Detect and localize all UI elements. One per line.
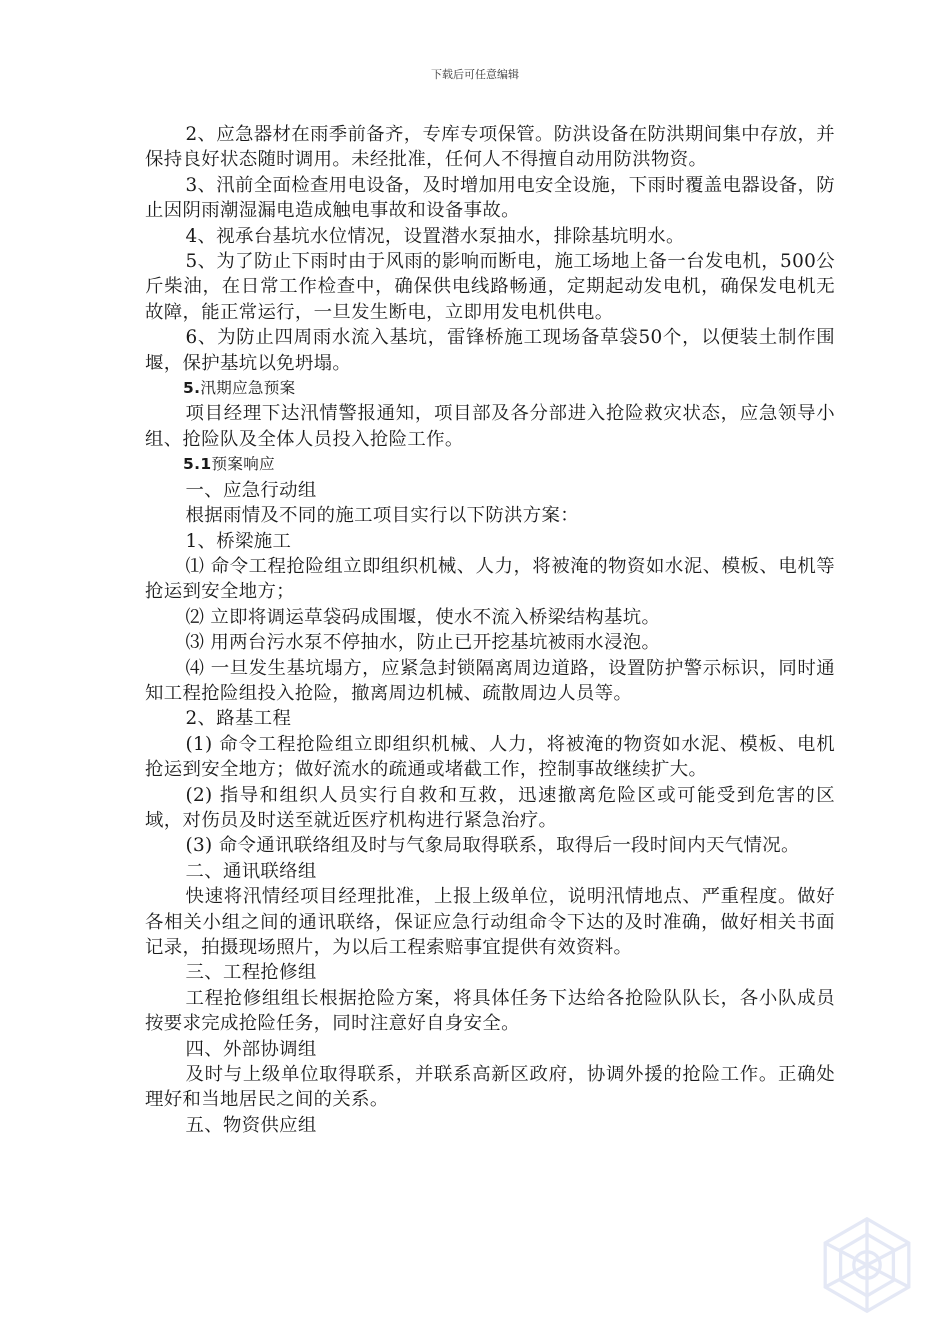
list-item: ⑷ 一旦发生基坑塌方，应紧急封锁隔离周边道路，设置防护警示标识，同时通知工程抢险组投入抢险，撤离周边机械、疏散周边人员等。 (145, 657, 835, 704)
subheading: 1、桥梁施工 (185, 530, 292, 552)
section-number: 5.1 (183, 455, 212, 474)
subheading: 一、应急行动组 (185, 479, 317, 501)
section-title: 预案响应 (211, 455, 275, 474)
document-body (145, 122, 835, 1138)
list-item: (3) 命令通讯联络组及时与气象局取得联系，取得后一段时间内天气情况。 (185, 835, 800, 857)
section-title: 汛期应急预案 (200, 379, 296, 398)
paragraph: 5、为了防止下雨时由于风雨的影响而断电，施工场地上备一台发电机，500公斤柴油，在日常工作检查中，确保供电线路畅通，定期起动发电机，确保发电机无故障，能正常运行，一旦发生断电，立即用发电机供电。 (145, 251, 835, 323)
paragraph: 项目经理下达汛情警报通知，项目部及各分部进入抢险救灾状态，应急领导小组、抢险队及全体人员投入抢险工作。 (145, 403, 835, 450)
subheading: 五、物资供应组 (185, 1114, 317, 1136)
list-item: ⑶ 用两台污水泵不停抽水，防止已开挖基坑被雨水浸泡。 (185, 632, 661, 654)
list-item: (1) 命令工程抢险组立即组织机械、人力，将被淹的物资如水泥、模板、电机抢运到安全地方；做好流水的疏通或堵截工作，控制事故继续扩大。 (145, 733, 835, 781)
section-heading (145, 452, 835, 477)
list-item: (2) 指导和组织人员实行自救和互救，迅速撤离危险区或可能受到危害的区域，对伤员及时送至就近医疗机构进行紧急治疗。 (145, 784, 835, 831)
paragraph: 快速将汛情经项目经理批准，上报上级单位，说明汛情地点、严重程度。做好各相关小组之间的通讯联络，保证应急行动组命令下达的及时准确，做好相关书面记录，拍摄现场照片，为以后工程索赔事宜提供有效资料。 (145, 886, 835, 958)
page-header-note: 下载后可任意编辑 (431, 68, 519, 81)
subheading: 三、工程抢修组 (185, 962, 317, 984)
list-item: ⑴ 命令工程抢险组立即组织机械、人力，将被淹的物资如水泥、模板、电机等抢运到安全地方； (145, 555, 835, 603)
paragraph: 4、视承台基坑水位情况，设置潜水泵抽水，排除基坑明水。 (185, 225, 685, 247)
section-heading (145, 376, 835, 401)
paragraph: 根据雨情及不同的施工项目实行以下防洪方案： (185, 505, 580, 527)
list-item: ⑵ 立即将调运草袋码成围堰，使水不流入桥梁结构基坑。 (185, 606, 661, 628)
paragraph: 6、为防止四周雨水流入基坑，雷锋桥施工现场备草袋50个，以便装土制作围堰，保护基坑以免坍塌。 (145, 327, 835, 374)
paragraph: 工程抢修组组长根据抢险方案，将具体任务下达给各抢险队队长，各小队成员按要求完成抢险任务，同时注意好自身安全。 (145, 987, 835, 1035)
subheading: 二、通讯联络组 (185, 860, 317, 882)
subheading: 四、外部协调组 (185, 1038, 317, 1060)
snowflake-watermark-icon (812, 1210, 922, 1320)
paragraph: 3、汛前全面检查用电设备，及时增加用电安全设施，下雨时覆盖电器设备，防止因阴雨潮湿漏电造成触电事故和设备事故。 (145, 174, 835, 222)
paragraph: 及时与上级单位取得联系，并联系高新区政府，协调外援的抢险工作。正确处理好和当地居民之间的关系。 (145, 1064, 835, 1111)
paragraph: 2、应急器材在雨季前备齐，专库专项保管。防洪设备在防洪期间集中存放，并保持良好状态随时调用。未经批准，任何人不得擅自动用防洪物资。 (145, 124, 835, 171)
section-number: 5. (183, 379, 201, 398)
subheading: 2、路基工程 (185, 708, 292, 730)
